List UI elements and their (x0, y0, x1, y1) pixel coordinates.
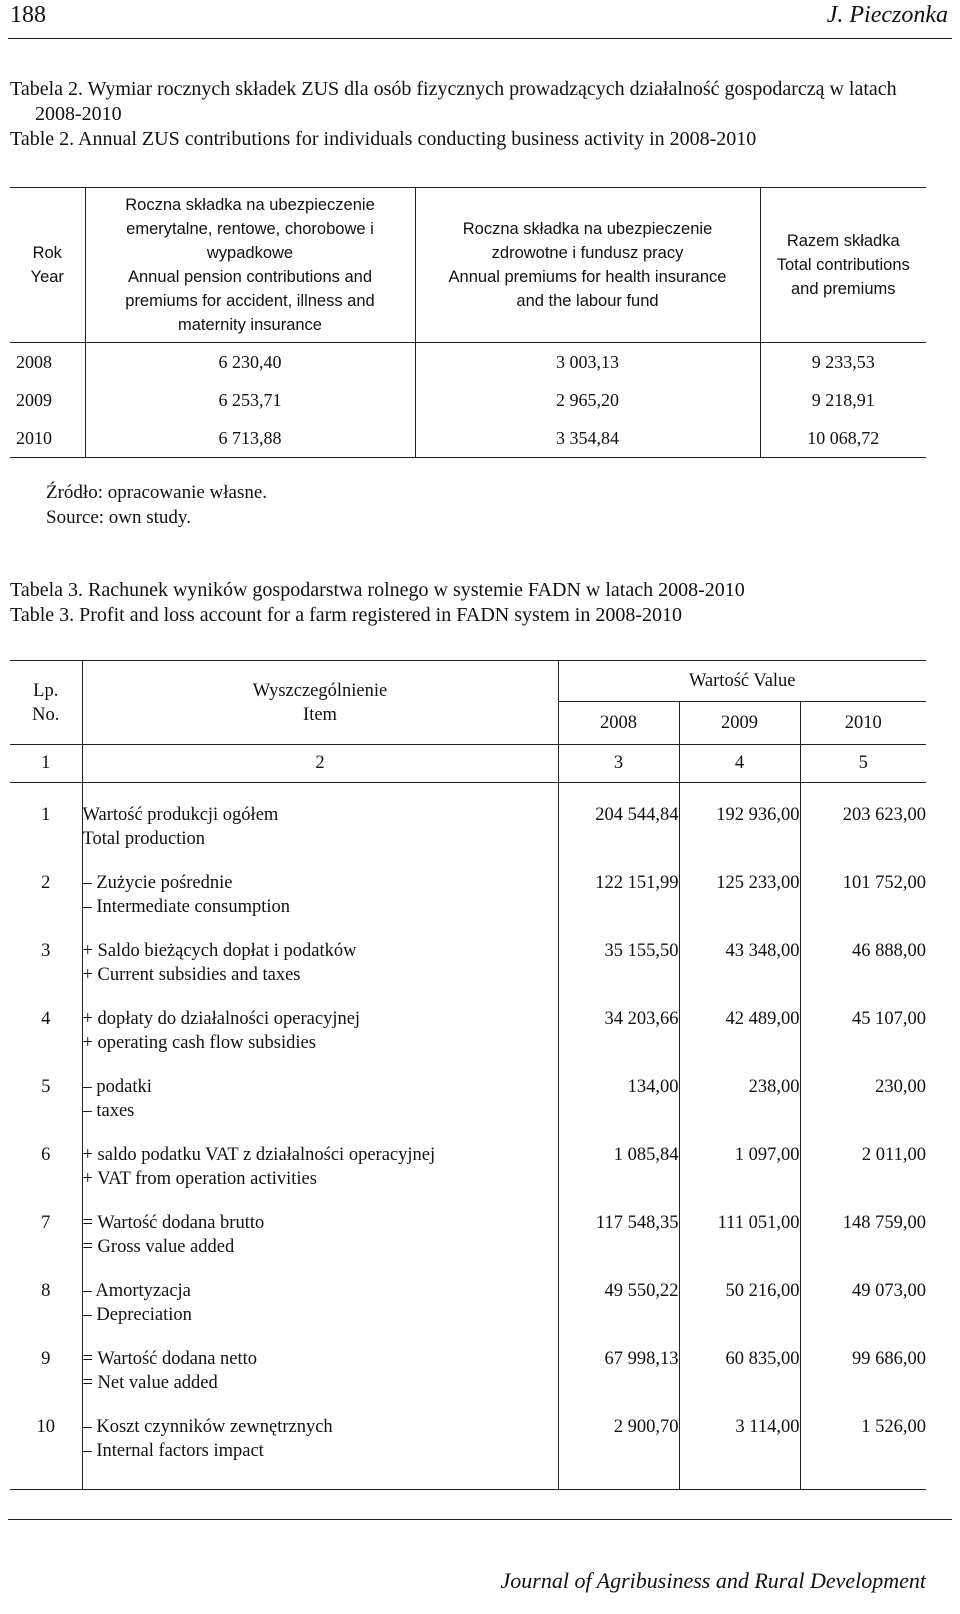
page-number: 188 (10, 2, 46, 28)
value-cell: 67 998,13 (558, 1337, 679, 1405)
table2-col-year (10, 188, 85, 343)
header-pl: Roczna składka na ubezpieczenie emerytalne, rentowe, chorobowe i wypadkowe (125, 196, 375, 262)
table3-col-lp (10, 661, 82, 745)
page-header (8, 0, 952, 39)
value-cell: 50 216,00 (679, 1269, 800, 1337)
table-row (10, 929, 926, 997)
header-en: Year (30, 268, 64, 286)
col-number: 4 (679, 745, 800, 783)
lp-label: Lp. (33, 680, 59, 701)
item-pl: = Wartość dodana brutto (82, 1213, 265, 1233)
item-pl: – Amortyzacja (82, 1281, 191, 1301)
col-number: 5 (800, 745, 926, 783)
header-pl: Razem składka (786, 232, 900, 250)
item-cell (82, 1065, 558, 1133)
header-pl: Rok (32, 244, 62, 262)
table2-caption-pl: Tabela 2. Wymiar rocznych składek ZUS dla osób fizycznych prowadzących działalność gospodarczą w latach 2008-2010 (10, 78, 897, 125)
value-cell: 1 085,84 (558, 1133, 679, 1201)
value-cell: 203 623,00 (800, 783, 926, 862)
source-pl: Źródło: opracowanie własne. (46, 482, 268, 503)
table3-caption (10, 578, 940, 628)
item-cell (82, 997, 558, 1065)
year-header: 2008 (558, 702, 679, 745)
item-cell (82, 929, 558, 997)
item-cell (82, 1133, 558, 1201)
lp-cell: 4 (41, 1009, 51, 1029)
table-row (10, 1269, 926, 1337)
table3-col-item (82, 661, 558, 745)
total-cell: 9 233,53 (760, 343, 926, 382)
value-cell: 35 155,50 (558, 929, 679, 997)
year-cell: 2008 (16, 351, 52, 372)
footer-rule (8, 1519, 952, 1520)
table-row (10, 1405, 926, 1490)
lp-cell: 1 (41, 805, 51, 825)
value-cell: 3 114,00 (679, 1405, 800, 1490)
item-pl: Wartość produkcji ogółem (82, 805, 279, 825)
total-cell: 9 218,91 (760, 381, 926, 419)
item-en: – Intermediate consumption (82, 897, 291, 917)
table2-caption-en: Table 2. Annual ZUS contributions for individuals conducting business activity in 2008-2010 (10, 128, 757, 150)
item-cell (82, 861, 558, 929)
value-cell: 2 900,70 (558, 1405, 679, 1490)
source-en: Source: own study. (46, 507, 191, 528)
value-cell: 49 550,22 (558, 1269, 679, 1337)
value-cell: 60 835,00 (679, 1337, 800, 1405)
header-en: Annual premiums for health insurance and the labour fund (448, 268, 727, 310)
table-row (10, 1065, 926, 1133)
table-row (10, 1133, 926, 1201)
value-cell: 34 203,66 (558, 997, 679, 1065)
item-cell (82, 1201, 558, 1269)
item-pl: = Wartość dodana netto (82, 1349, 258, 1369)
item-en-label: Item (303, 704, 337, 725)
journal-name: Journal of Agribusiness and Rural Development (500, 1568, 926, 1593)
table2-source (46, 480, 267, 530)
item-en: – Depreciation (82, 1305, 192, 1325)
table3-caption-en: Table 3. Profit and loss account for a farm registered in FADN system in 2008-2010 (10, 604, 682, 626)
value-cell: 45 107,00 (800, 997, 926, 1065)
value-cell: 117 548,35 (558, 1201, 679, 1269)
table-row (10, 861, 926, 929)
year-header: 2009 (679, 702, 800, 745)
lp-cell: 6 (41, 1145, 51, 1165)
year-header: 2010 (800, 702, 926, 745)
table-row (10, 1337, 926, 1405)
value-cell: 43 348,00 (679, 929, 800, 997)
item-pl: – podatki (82, 1077, 152, 1097)
table2-header-row (10, 188, 926, 343)
item-en: – taxes (82, 1101, 135, 1121)
item-en: + VAT from operation activities (82, 1169, 317, 1189)
item-cell (82, 1405, 558, 1490)
table2 (10, 187, 926, 458)
health-cell: 2 965,20 (415, 381, 760, 419)
item-cell (82, 783, 558, 862)
no-label: No. (32, 704, 60, 725)
value-cell: 1 526,00 (800, 1405, 926, 1490)
item-en: = Net value added (82, 1373, 218, 1393)
item-en: – Internal factors impact (82, 1441, 264, 1461)
table2-col-total (760, 188, 926, 343)
value-cell: 134,00 (558, 1065, 679, 1133)
lp-cell: 8 (41, 1281, 51, 1301)
item-en: + operating cash flow subsidies (82, 1033, 316, 1053)
health-cell: 3 003,13 (415, 343, 760, 382)
value-cell: 125 233,00 (679, 861, 800, 929)
value-cell: 111 051,00 (679, 1201, 800, 1269)
column-number-row (10, 745, 926, 783)
value-cell: 42 489,00 (679, 997, 800, 1065)
year-cell: 2009 (16, 389, 52, 410)
value-cell: 99 686,00 (800, 1337, 926, 1405)
table-row (10, 419, 926, 458)
item-cell (82, 1269, 558, 1337)
table3 (10, 660, 926, 1490)
col-number: 3 (558, 745, 679, 783)
lp-cell: 7 (41, 1213, 51, 1233)
col-number: 1 (10, 745, 82, 783)
lp-cell: 5 (41, 1077, 51, 1097)
total-cell: 10 068,72 (760, 419, 926, 458)
table2-col-pension (85, 188, 415, 343)
pension-cell: 6 230,40 (85, 343, 415, 382)
item-pl: + Saldo bieżących dopłat i podatków (82, 941, 357, 961)
pension-cell: 6 713,88 (85, 419, 415, 458)
table-row (10, 783, 926, 862)
table3-value-header: Wartość Value (558, 661, 926, 702)
lp-cell: 10 (10, 1405, 82, 1490)
lp-cell: 2 (41, 873, 51, 893)
item-pl: – Zużycie pośrednie (82, 873, 233, 893)
value-cell: 46 888,00 (800, 929, 926, 997)
pension-cell: 6 253,71 (85, 381, 415, 419)
year-cell: 2010 (16, 427, 52, 448)
value-cell: 101 752,00 (800, 861, 926, 929)
table2-col-health (415, 188, 760, 343)
table-row (10, 343, 926, 382)
item-pl: + saldo podatku VAT z działalności operacyjnej (82, 1145, 436, 1165)
table3-caption-pl: Tabela 3. Rachunek wyników gospodarstwa rolnego w systemie FADN w latach 2008-2010 (10, 579, 745, 601)
health-cell: 3 354,84 (415, 419, 760, 458)
item-en: + Current subsidies and taxes (82, 965, 301, 985)
header-en: Annual pension contributions and premiums for accident, illness and maternity insurance (125, 268, 375, 334)
value-cell: 204 544,84 (558, 783, 679, 862)
item-en: Total production (82, 829, 206, 849)
table-row (10, 381, 926, 419)
lp-cell: 3 (41, 941, 51, 961)
value-cell: 230,00 (800, 1065, 926, 1133)
header-pl: Roczna składka na ubezpieczenie zdrowotne i fundusz pracy (462, 220, 713, 262)
value-cell: 1 097,00 (679, 1133, 800, 1201)
table-row (10, 997, 926, 1065)
header-en: Total contributions and premiums (776, 256, 910, 298)
value-cell: 122 151,99 (558, 861, 679, 929)
value-cell: 192 936,00 (679, 783, 800, 862)
col-number: 2 (82, 745, 558, 783)
running-author: J. Pieczonka (826, 2, 948, 28)
item-en: = Gross value added (82, 1237, 235, 1257)
table-row (10, 1201, 926, 1269)
item-pl: + dopłaty do działalności operacyjnej (82, 1009, 361, 1029)
lp-cell: 9 (41, 1349, 51, 1369)
item-pl: – Koszt czynników zewnętrznych (82, 1417, 333, 1437)
value-cell: 49 073,00 (800, 1269, 926, 1337)
value-cell: 2 011,00 (800, 1133, 926, 1201)
item-cell (82, 1337, 558, 1405)
table2-caption (10, 77, 940, 152)
value-cell: 238,00 (679, 1065, 800, 1133)
value-cell: 148 759,00 (800, 1201, 926, 1269)
item-pl-label: Wyszczególnienie (252, 680, 388, 701)
